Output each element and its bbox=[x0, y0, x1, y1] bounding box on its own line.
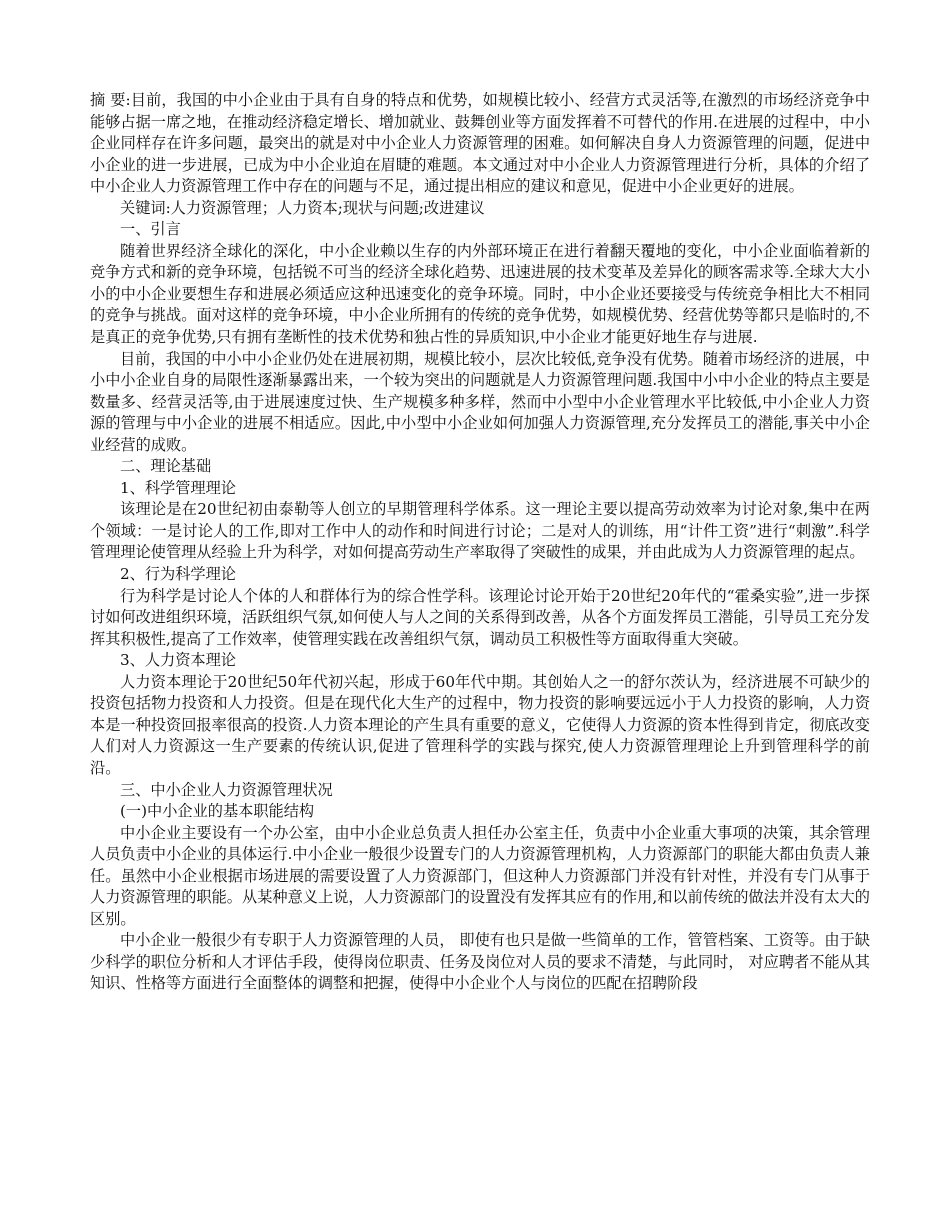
body-paragraph: 中小企业主要设有一个办公室，由中小企业总负责人担任办公室主任，负责中小企业重大事项的决策，其余管理人员负责中小企业的具体运行.中小企业一般很少设置专门的人力资源管理机构，人力资源部门的职能大都由负责人兼任。虽然中小企业根据市场进展的需要设置了人力资源部门，但这种人力资源部门并没有针对性，并没有专门从事于人力资源管理的职能。从某种意义上说，人力资源部门的设置没有发挥其应有的作用,和以前传统的做法并没有太大的区别。 bbox=[90, 823, 870, 928]
body-paragraph: 目前，我国的中小中小企业仍处在进展初期，规模比较小，层次比较低,竞争没有优势。随着市场经济的进展，中小中小企业自身的局限性逐渐暴露出来，一个较为突出的问题就是人力资源管理问题.我国中小中小企业的特点主要是数量多、经营灵活等,由于进展速度过快、生产规模多种多样，然而中小型中小企业管理水平比较低,中小企业人力资源的管理与中小企业的进展不相适应。因此,中小型中小企业如何加强人力资源管理,充分发挥员工的潜能,事关中小企业经营的成败。 bbox=[90, 349, 870, 454]
abstract-paragraph: 摘 要:目前，我国的中小企业由于具有自身的特点和优势，如规模比较小、经营方式灵活等,在激烈的市场经济竞争中能够占据一席之地，在推动经济稳定增长、增加就业、鼓舞创业等方面发挥着不可替代的作用.在进展的过程中，中小企业同样存在许多问题，最突出的就是对中小企业人力资源管理的困难。如何解决自身人力资源管理的问题，促进中小企业的进一步进展，已成为中小企业迫在眉睫的难题。本文通过对中小企业人力资源管理进行分析，具体的介绍了中小企业人力资源管理工作中存在的问题与不足，通过提出相应的建议和意见，促进中小企业更好的进展。 bbox=[90, 91, 870, 196]
body-paragraph: 中小企业一般很少有专职于人力资源管理的人员， 即使有也只是做一些简单的工作，管管档案、工资等。由于缺少科学的职位分析和人才评估手段，使得岗位职责、任务及岗位对人员的要求不清楚，与此同时， 对应聘者不能从其知识、性格等方面进行全面整体的调整和把握，使得中小企业个人与岗位的匹配在招聘阶段 bbox=[90, 931, 870, 993]
document-body bbox=[90, 90, 870, 995]
body-paragraph: 随着世界经济全球化的深化，中小企业赖以生存的内外部环境正在进行着翻天覆地的变化，中小企业面临着新的竞争方式和新的竞争环境，包括锐不可当的经济全球化趋势、迅速进展的技术变革及差异化的顾客需求等.全球大大小小的中小企业要想生存和进展必须适应这种迅速变化的竞争环境。同时，中小企业还要接受与传统竞争相比大不相同的竞争与挑战。面对这样的竞争环境，中小企业所拥有的传统的竞争优势，如规模优势、经营优势等都只是临时的,不是真正的竞争优势,只有拥有垄断性的技术优势和独占性的异质知识,中小企业才能更好地生存与进展. bbox=[90, 241, 870, 347]
body-paragraph: 该理论是在20世纪初由泰勒等人创立的早期管理科学体系。这一理论主要以提高劳动效率为讨论对象,集中在两个领域：一是讨论人的工作,即对工作中人的动作和时间进行讨论；二是对人的训练，用“计件工资”进行“刺激”.科学管理理论使管理从经验上升为科学，对如何提高劳动生产率取得了突破性的成果，并由此成为人力资源管理的起点。 bbox=[90, 500, 870, 562]
subsection-heading: 2、行为科学理论 bbox=[120, 565, 236, 584]
subsection-heading: (一)中小企业的基本职能结构 bbox=[120, 802, 315, 821]
section-heading-introduction: 一、引言 bbox=[120, 220, 181, 239]
body-paragraph: 人力资本理论于20世纪50年代初兴起，形成于60年代中期。其创始人之一的舒尔茨认为，经济进展不可缺少的投资包括物力投资和人力投资。但是在现代化大生产的过程中，物力投资的影响要远远小于人力投资的影响，人力资本是一种投资回报率很高的投资.人力资本理论的产生具有重要的意义，它使得人力资源的资本性得到肯定，彻底改变人们对人力资源这一生产要素的传统认识,促进了管理科学的实践与探究,使人力资源管理理论上升到管理科学的前沿。 bbox=[90, 672, 870, 777]
section-heading-theory: 二、理论基础 bbox=[120, 457, 212, 476]
keywords-line: 关键词:人力资源管理；人力资本;现状与问题;改进建议 bbox=[120, 198, 485, 217]
section-heading-status: 三、中小企业人力资源管理状况 bbox=[120, 780, 333, 799]
body-paragraph: 行为科学是讨论人个体的人和群体行为的综合性学科。该理论讨论开始于20世纪20年代的“霍桑实验”,进一步探讨如何改进组织环境，活跃组织气氛,如何使人与人之间的关系得到改善，从各个方面发挥员工潜能，引导员工充分发挥其积极性,提高了工作效率，使管理实践在改善组织气氛，调动员工积极性等方面取得重大突破。 bbox=[90, 586, 870, 648]
subsection-heading: 1、科学管理理论 bbox=[120, 478, 236, 497]
subsection-heading: 3、人力资本理论 bbox=[120, 651, 236, 670]
